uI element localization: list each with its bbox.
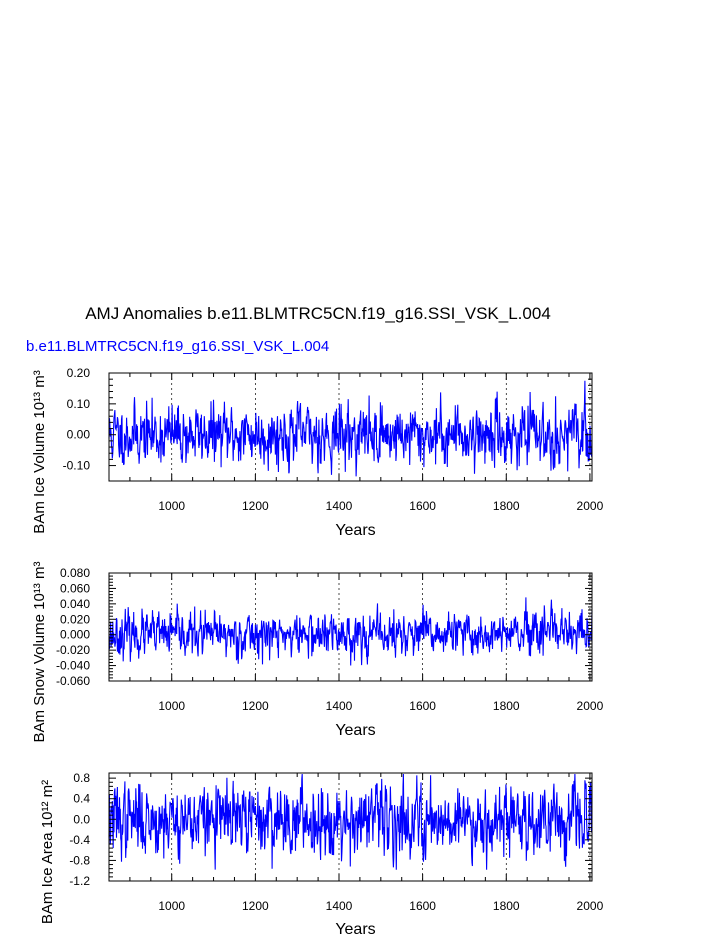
y-tick-label: 0.10	[66, 396, 90, 411]
panel-2	[31, 562, 604, 743]
case-label: b.e11.BLMTRC5CN.f19_g16.SSI_VSK_L.004	[26, 338, 330, 355]
x-tick-label: 1600	[409, 499, 436, 513]
x-tick-label: 1400	[325, 899, 353, 913]
y-tick-label: -1.2	[69, 874, 90, 888]
x-axis-label: Years	[335, 921, 376, 935]
x-tick-label: 1200	[242, 699, 269, 713]
y-axis-label: BAm Snow Volume 10¹³ m³	[31, 561, 48, 743]
x-tick-label: 1000	[158, 499, 186, 513]
x-tick-label: 1200	[242, 899, 269, 913]
x-tick-label: 2000	[576, 699, 604, 713]
y-tick-label: 0.020	[59, 612, 90, 627]
x-tick-label: 1600	[409, 699, 436, 713]
y-tick-label: 0.20	[66, 366, 90, 380]
x-axis-label: Years	[335, 722, 376, 739]
x-tick-label: 1400	[325, 699, 353, 713]
y-tick-label: -0.8	[69, 853, 90, 868]
y-tick-label: 0.4	[73, 791, 90, 806]
x-tick-label: 1000	[158, 899, 186, 913]
y-tick-label: -0.4	[69, 832, 90, 847]
x-axis-label: Years	[335, 522, 376, 539]
y-tick-label: 0.8	[73, 771, 90, 786]
series-line	[109, 774, 592, 870]
figure-title: AMJ Anomalies b.e11.BLMTRC5CN.f19_g16.SSI_VSK_L.004	[85, 304, 551, 323]
y-tick-label: -0.10	[62, 458, 90, 473]
x-tick-label: 2000	[576, 899, 604, 913]
x-tick-label: 1400	[325, 499, 353, 513]
x-tick-label: 1200	[242, 499, 269, 513]
x-tick-label: 1800	[492, 699, 520, 713]
x-tick-label: 2000	[576, 499, 604, 513]
x-tick-label: 1800	[492, 499, 520, 513]
y-tick-label: 0.080	[59, 566, 90, 580]
x-tick-label: 1600	[409, 899, 436, 913]
y-tick-label: -0.020	[55, 643, 90, 658]
y-axis-label: BAm Ice Area 10¹² m²	[39, 779, 56, 925]
y-tick-label: 0.0	[73, 812, 90, 827]
panel-3	[39, 771, 604, 935]
y-tick-label: 0.040	[59, 596, 90, 611]
y-tick-label: 0.060	[59, 581, 90, 596]
y-axis-label: BAm Ice Volume 10¹³ m³	[31, 370, 48, 534]
x-tick-label: 1000	[158, 699, 186, 713]
y-tick-label: -0.060	[55, 674, 90, 688]
x-tick-label: 1800	[492, 899, 520, 913]
y-tick-label: -0.040	[55, 658, 90, 673]
y-tick-label: 0.00	[66, 427, 90, 442]
y-tick-label: 0.000	[59, 627, 90, 642]
series-line	[109, 381, 592, 477]
series-line	[109, 597, 592, 665]
panel-1	[31, 366, 604, 539]
